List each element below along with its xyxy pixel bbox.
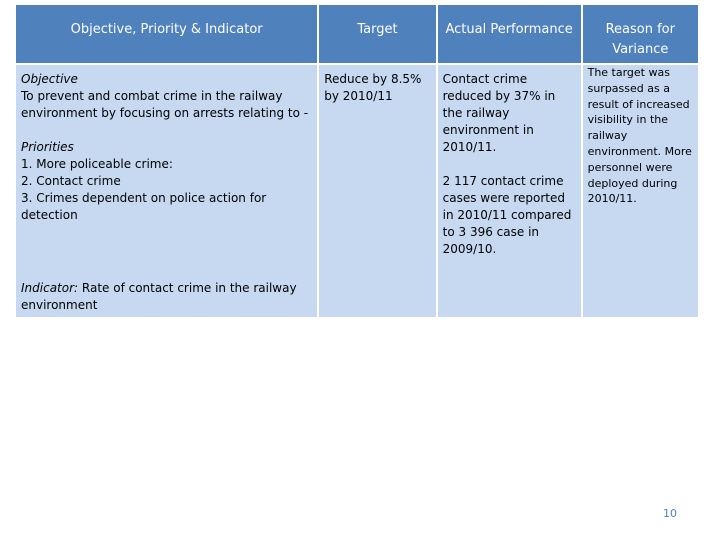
indicator-text: Rate of contact crime in the railway environment: [21, 281, 297, 312]
indicator-label: Indicator:: [21, 281, 79, 295]
priority-item: 2. Contact crime: [21, 174, 121, 188]
priorities-label: Priorities: [21, 140, 74, 154]
page-number: 10: [663, 507, 677, 520]
actual-performance-cell: [438, 65, 581, 317]
header-target: Target: [319, 5, 435, 63]
priority-item: 1. More policeable crime:: [21, 157, 173, 171]
objective-block: [21, 71, 313, 122]
objective-label: Objective: [21, 72, 78, 86]
objective-text: To prevent and combat crime in the railway environment by focusing on arrests relating to -: [21, 89, 309, 120]
priorities-block: [21, 139, 313, 224]
header-objective-priority-indicator: Objective, Priority & Indicator: [16, 5, 317, 63]
objective-priority-indicator-cell: [16, 65, 317, 317]
table-row: [16, 65, 698, 317]
reason-for-variance-text: The target was surpassed as a result of increased visibility in the railway environment. More personnel were deployed during 2010/11.: [587, 66, 692, 206]
actual-performance-paragraph-1: Contact crime reduced by 37% in the railway environment in 2010/11.: [442, 72, 556, 154]
header-reason-for-variance: Reason for Variance: [583, 5, 698, 63]
target-text: Reduce by 8.5% by 2010/11: [324, 72, 422, 103]
performance-table: [14, 3, 700, 319]
table-header-row: [16, 5, 698, 63]
priority-item: 3. Crimes dependent on police action for detection: [21, 191, 267, 222]
reason-for-variance-cell: [583, 65, 698, 317]
actual-performance-paragraph-2: 2 117 contact crime cases were reported in 2010/11 compared to 3 396 case in 2009/10.: [442, 174, 572, 256]
header-actual-performance: Actual Performance: [438, 5, 581, 63]
target-cell: [319, 65, 435, 317]
indicator-block: [21, 280, 313, 314]
